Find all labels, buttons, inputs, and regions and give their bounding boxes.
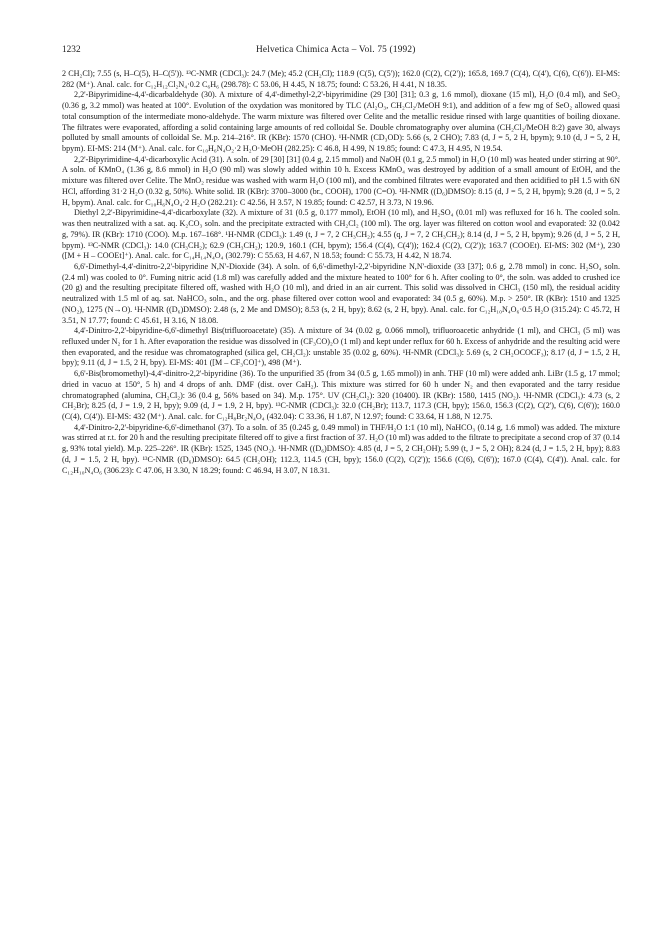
paragraph-compound-37: 4,4'-Dinitro-2,2'-bipyridine-6,6'-dimethanol (37). To a soln. of 35 (0.245 g, 0.49 mmol) in THF/H₂O 1:1 (10 ml), NaHCO₃ (0.14 g, 1.6 mmol) was added. The mixture was stirred at r.t. for 20 h and the resulting precipitate filtered off to give a first fraction of 37. H₂O (10 ml) was added to the filtrate to precipitate a second crop of 37 (0.14 g, 93% total yield). M.p. 225–226°. IR (KBr): 1525, 1345 (NO₂). ¹H-NMR ((D₆)DMSO): 4.85 (d, J = 5, 2 CH₂OH); 5.99 (t, J = 5, 2 OH); 8.24 (d, J = 1.5, 2 H, bpy); 8.83 (d, J = 1.5, 2 H, bpy). ¹³C-NMR ((D₆)DMSO): 64.5 (CH₂OH); 112.3, 114.5 (CH, bpy); 156.0 (C(2), C(2')); 156.6 (C(6), C(6')); 167.0 (C(4), C(4')). Anal. calc. for C₁₂H₁₀N₄O₆ (306.23): C 47.06, H 3.30, N 18.29; found: C 46.94, H 3.07, N 18.31. — [62, 422, 620, 475]
paragraph-compound-36: 6,6'-Bis(bromomethyl)-4,4'-dinitro-2,2'-bipyridine (36). To the unpurified 35 (from 34 (0.5 g, 1.65 mmol)) in anh. THF (10 ml) were added anh. LiBr (1.5 g, 17 mmol; dried in vacuo at 150°, 5 h) and 4 drops of anh. DMF (dist. over CaH₂). This mixture was stirred for 60 h under N₂ and then evaporated and the tarry residue chromatographed (alumina, CH₂Cl₂): 36 (0.4 g, 56% based on 34). M.p. 175°. UV (CH₂Cl₂): 320 (10400). IR (KBr): 1580, 1415 (NO₂). ¹H-NMR (CDCl₃): 4.73 (s, 2 CH₂Br); 8.25 (d, J = 1.9, 2 H, bpy); 9.09 (d, J = 1.9, 2 H, bpy). ¹³C-NMR (CDCl₃): 32.0 (CH₂Br); 113.7, 117.3 (CH, bpy); 156.0, 156.3 (C(2), C(2'), C(6), C(6')); 160.0 (C(4), C(4')). EI-MS: 432 (M⁺). Anal. calc. for C₁₂H₈Br₂N₄O₄ (432.04): C 33.36, H 1.87, N 12.97; found: C 33.64, H 1.88, N 12.75. — [62, 369, 620, 421]
paragraph-compound-34: 6,6'-Dimethyl-4,4'-dinitro-2,2'-bipyridine N,N'-Dioxide (34). A soln. of 6,6'-dimethyl-2,2'-bipyridine N,N'-dioxide (33 [37]; 0.6 g, 2.78 mmol) in conc. H₂SO₄ soln. (2.4 ml) was cooled to 0°. Fuming nitric acid (1.8 ml) was carefully added and the mixture heated to 100° for 6 h. After cooling to 0°, the soln. was added to crushed ice (20 g) and the resulting precipitate filtered off, washed with H₂O (10 ml), and dried in an air current. This solid was dissolved in CHCl₃ (150 ml), the residual acidity neutralized with 1.5 ml of aq. sat. NaHCO₃ soln., and the org. phase filtered over cotton wool and evaporated: 34 (0.5 g, 60%). M.p. > 250°. IR (KBr): 1510 and 1325 (NO₂), 1275 (N→O). ¹H-NMR ((D₆)DMSO): 2.48 (s, 2 Me and DMSO); 8.53 (s, 2 H, bpy); 8.62 (s, 2 H, bpy). Anal. calc. for C₁₂H₁₀N₄O₆·0.5 H₂O (315.24): C 45.72, H 3.51, N 17.77; found: C 45.61, H 3.16, N 18.08. — [62, 261, 620, 325]
paragraph-compound-31: 2,2'-Bipyrimidine-4,4'-dicarboxylic Acid (31). A soln. of 29 [30] [31] (0.4 g, 2.15 mmol) and NaOH (0.1 g, 2.5 mmol) in H₂O (10 ml) was heated under stirring at 90°. A soln. of KMnO₄ (1.36 g, 8.6 mmol) in H₂O (90 ml) was slowly added within 10 h. Excess KMnO₄ was destroyed by addition of a small amount of EtOH, and the mixture was filtered over Celite. The MnO₂ residue was washed with warm H₂O (100 ml), and the combined filtrates were evaporated and then acidified to pH 1.5 with 6N HCl, affording 31·2 H₂O (0.32 g, 50%). White solid. IR (KBr): 3700–3000 (br., COOH), 1700 (C=O). ¹H-NMR ((D₆)DMSO): 8.15 (d, J = 5, 2 H, bpym); 9.28 (d, J = 5, 2 H, bpym). Anal. calc. for C₁₀H₆N₄O₄·2 H₂O (282.21): C 42.56, H 3.57, N 19.85; found: C 42.57, H 3.73, N 19.96. — [62, 154, 620, 207]
paragraph-compound-30: 2,2'-Bipyrimidine-4,4'-dicarbaldehyde (30). A mixture of 4,4'-dimethyl-2,2'-bipyrimidine (29 [30] [31]; 0.3 g, 1.6 mmol), dioxane (15 ml), H₂O (0.4 ml), and SeO₂ (0.36 g, 3.2 mmol) was heated at 100°. Evolution of the oxydation was monitored by TLC (Al₂O₃, CH₂Cl₂/MeOH 9:1), and addition of a few mg of SeO₂ allowed quasi total consumption of the intermediate mono-aldehyde. The warm mixture was filtered over Celite and the metallic residue rinsed with large quantities of boiling dioxane. The filtrates were evaporated, affording a solid containing large amounts of red colloidal Se. Double chromatography over alumina (CH₂Cl₂/MeOH 8:2) gave 30, always polluted by small amounts of colloidal Se. M.p. 214–216°. IR (KBr): 1570 (CHO). ¹H-NMR (CD₃OD): 5.66 (s, 2 CHO); 7.83 (d, J = 5, 2 H, bpym); 9.10 (d, J = 5, 2 H, bpym). EI-MS: 214 (M⁺). Anal. calc. for C₁₀H₆N₄O₂·2 H₂O·MeOH (282.25): C 46.8, H 4.99, N 19.85; found: C 47.3, H 4.95, N 19.54. — [62, 90, 620, 154]
paragraph-compound-35: 4,4'-Dinitro-2,2'-bipyridine-6,6'-dimethyl Bis(trifluoroacetate) (35). A mixture of 34 (0.02 g, 0.066 mmol), trifluoroacetic anhydride (1 ml), and CHCl₃ (5 ml) was refluxed under N₂ for 1 h. After evaporation the residue was dissolved in (CF₃CO)₂O (1 ml) and kept under reflux for 60 h. Excess of anhydride and the resulting acid were then evaporated, and the residue was chromatographed (silica gel, CH₂Cl₂): unstable 35 (0.02 g, 60%). ¹H-NMR (CDCl₃): 5.69 (s, 2 CH₂OCOCF₃); 8.17 (d, J = 1.5, 2 H, bpy); 9.11 (d, J = 1.5, 2 H, bpy). EI-MS: 401 ([M – CF₃CO]⁺), 498 (M⁺). — [62, 326, 620, 368]
running-head — [62, 43, 620, 57]
page-number: 1232 — [62, 45, 81, 55]
paragraph-compound-32: Diethyl 2,2'-Bipyrimidine-4,4'-dicarboxylate (32). A mixture of 31 (0.5 g, 0.177 mmol), EtOH (10 ml), and H₂SO₄ (0.01 ml) was refluxed for 16 h. The cooled soln. was then neutralized with a sat. aq. K₂CO₃ soln. and the precipitate extracted with CH₂Cl₂ (100 ml). The org. layer was filtered on cotton wool and evaporated: 32 (0.042 g, 79%). IR (KBr): 1710 (COO). M.p. 167–168°. ¹H-NMR (CDCl₃): 1.49 (t, J = 7, 2 CH₃CH₂); 4.55 (q, J = 7, 2 CH₃CH₂); 8.14 (d, J = 5, 2 H, bpym); 9.26 (d, J = 5, 2 H, bpym). ¹³C-NMR (CDCl₃): 14.0 (CH₃CH₂); 62.9 (CH₃CH₂); 120.9, 160.1 (CH, bpym); 156.4 (C(4), C(4')); 162.4 (C(2), C(2')); 163.7 (COOEt). EI-MS: 302 (M⁺), 230 ([M + H – COOEt]⁺). Anal. calc. for C₁₄H₁₄N₄O₄ (302.79): C 55.63, H 4.67, N 18.53; found: C 55.73, H 4.42, N 18.74. — [62, 208, 620, 261]
paragraph-nmr-continuation: 2 CH₂Cl); 7.55 (s, H–C(5), H–C(5')). ¹³C-NMR (CDCl₃): 24.7 (Me); 45.2 (CH₂Cl); 118.9 (C(5), C(5')); 162.0 (C(2), C(2')); 165.8, 169.7 (C(4), C(4'), C(6), C(6')). EI-MS: 282 (M⁺). Anal. calc. for C₁₂H₁₂Cl₂N₄·0.2 C₆H₆ (298.78): C 53.06, H 4.45, N 18.75; found: C 53.26, H 4.41, N 18.35. — [62, 69, 620, 89]
journal-title: Helvetica Chimica Acta – Vol. 75 (1992) — [256, 45, 416, 55]
body-text — [62, 69, 620, 476]
